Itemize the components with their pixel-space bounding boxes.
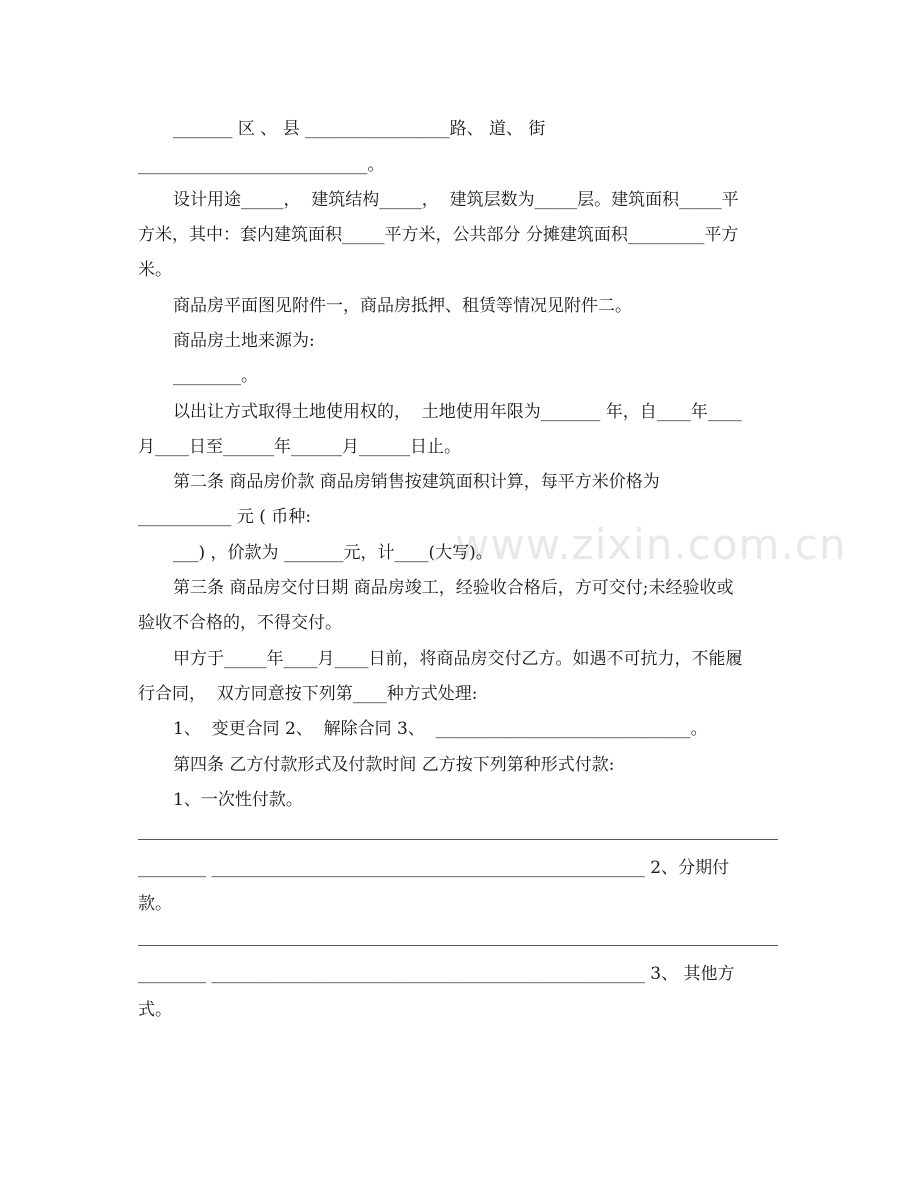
text-line-address-district: _______ 区 、 县 _________________路、 道、 街	[173, 119, 546, 139]
text-line-area-end: 米。	[138, 260, 172, 280]
watermark: www.zixin.com.cn	[455, 520, 847, 569]
text-line-article-2: 第二条 商品房价款 商品房销售按建筑面积计算，每平方米价格为	[173, 472, 660, 492]
text-line-delivery-date: 甲方于_____年____月____日前，将商品房交付乙方。如遇不可抗力，不能履	[173, 649, 743, 669]
text-line-design-use: 设计用途_____， 建筑结构_____， 建筑层数为_____层。建筑面积_____平	[173, 190, 739, 210]
text-line-land-source: 商品房土地来源为:	[173, 331, 315, 351]
text-line-total-price: ___) ，价款为 _______元，计____(大写)。	[173, 543, 493, 563]
text-line-installment-end: 款。	[138, 894, 172, 914]
text-line-article-3: 第三条 商品房交付日期 商品房竣工，经验收合格后，方可交付;未经验收或	[173, 578, 734, 598]
text-line-land-term-dates: 月____日至______年______月______日止。	[138, 437, 461, 457]
text-line-force-majeure: 行合同， 双方同意按下列第____种方式处理:	[138, 684, 478, 704]
text-line-land-source-blank: ________。	[173, 366, 258, 386]
text-line-options: 1、 变更合同 2、 解除合同 3、 ______________________________。	[173, 719, 708, 739]
text-line-price-per-sqm: ___________ 元 ( 币种:	[138, 507, 312, 527]
text-line-land-term: 以出让方式取得土地使用权的， 土地使用年限为_______ 年，自____年____	[173, 402, 742, 422]
text-line-article-4: 第四条 乙方付款形式及付款时间 乙方按下列第种形式付款:	[173, 755, 615, 775]
text-line-article-3-cont: 验收不合格的，不得交付。	[138, 613, 342, 633]
text-line-installment: ________ ___________________________________________________ 2、分期付	[138, 858, 730, 878]
text-line-address-blank: ___________________________。	[138, 155, 385, 175]
text-line-attachments: 商品房平面图见附件一，商品房抵押、租赁等情况见附件二。	[173, 296, 632, 316]
blank-rule	[138, 839, 778, 840]
text-line-lump-sum: 1、一次性付款。	[173, 790, 303, 810]
text-line-other-method-end: 式。	[138, 1000, 172, 1020]
text-line-other-method: ________ ___________________________________________________ 3、 其他方	[138, 964, 735, 984]
blank-rule	[138, 945, 778, 946]
text-line-area-detail: 方米，其中：套内建筑面积_____平方米，公共部分 分摊建筑面积_________平方	[138, 225, 739, 245]
